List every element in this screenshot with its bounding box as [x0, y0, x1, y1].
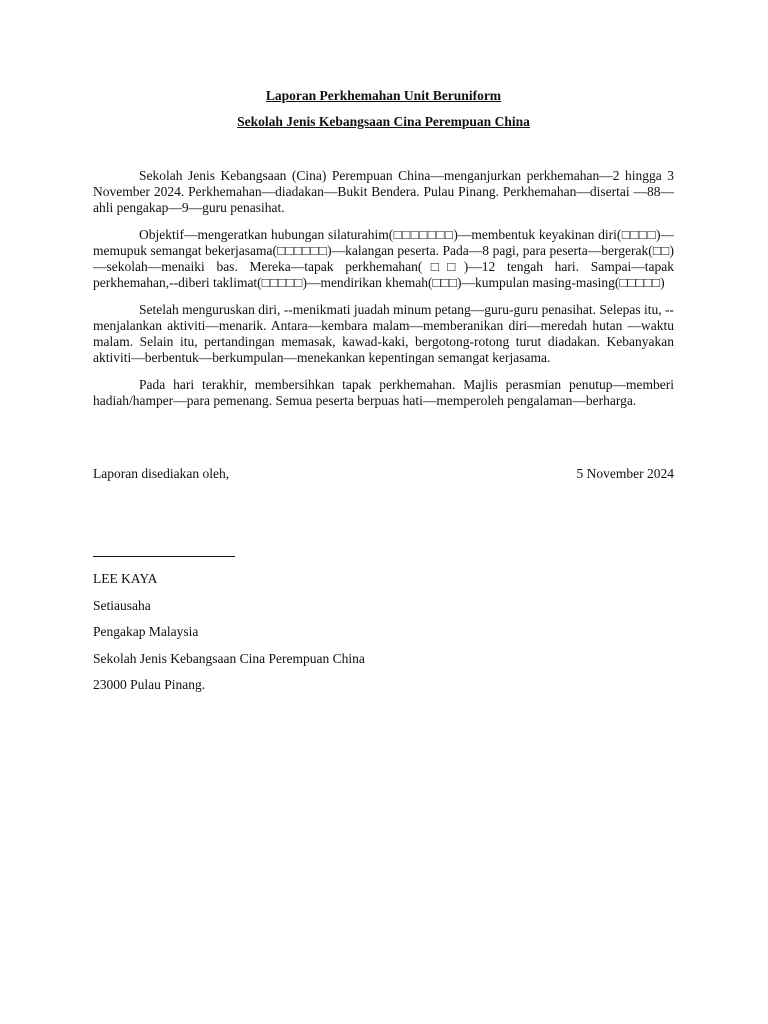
paragraph-intro: Sekolah Jenis Kebangsaan (Cina) Perempuan China—menganjurkan perkhemahan—2 hingga 3 November 2024. Perkhemahan—diadakan—Bukit Bendera. Pulau Pinang. Perkhemahan—disertai —88—ahli pengakap—9—guru penasihat.	[93, 168, 674, 215]
report-title: Laporan Perkhemahan Unit Beruniform	[265, 88, 502, 103]
paragraph-objective: Objektif—mengeratkan hubungan silaturahim(□□□□□□□)—membentuk keyakinan diri(□□□□)—memupuk semangat bekerjasama(□□□□□□)—kalangan peserta. Pada—8 pagi, para peserta—bergerak(□□)—sekolah—menaiki bas. Mereka—tapak perkhemahan(□□)—12 tengah hari. Sampai—tapak perkhemahan,--diberi taklimat(□□□□□)—mendirikan khemah(□□□)—kumpulan masing-masing(□□□□□)	[93, 227, 674, 290]
paragraph-closing: Pada hari terakhir, membersihkan tapak perkhemahan. Majlis perasmian penutup—memberi hadiah/hamper—para pemenang. Semua peserta berpuas hati—memperoleh pengalaman—berharga.	[93, 377, 674, 408]
signature-line	[93, 556, 235, 557]
signer-address: 23000 Pulau Pinang.	[93, 677, 206, 692]
signer-organization: Pengakap Malaysia	[93, 624, 199, 639]
prepared-by-label: Laporan disediakan oleh,	[93, 466, 230, 481]
signer-school: Sekolah Jenis Kebangsaan Cina Perempuan China	[93, 650, 365, 666]
signature-block	[93, 571, 493, 704]
school-title: Sekolah Jenis Kebangsaan Cina Perempuan China	[237, 114, 530, 129]
signature-row	[93, 466, 674, 482]
report-date: 5 November 2024	[576, 466, 674, 481]
paragraph-activities: Setelah menguruskan diri, --menikmati juadah minum petang—guru-guru penasihat. Selepas itu, --menjalankan aktiviti—menarik. Antara—kembara malam—memberanikan diri—meredah hutan —waktu malam. Selain itu, pertandingan memasak, kawad-kaki, bergotong-rotong turut diadakan. Kebanyakan aktiviti—berbentuk—berkumpulan—menekankan kepentingan semangat kerjasama.	[93, 302, 674, 365]
signer-name: LEE KAYA	[93, 571, 158, 586]
report-body	[93, 168, 674, 420]
signer-position: Setiausaha	[93, 597, 151, 613]
